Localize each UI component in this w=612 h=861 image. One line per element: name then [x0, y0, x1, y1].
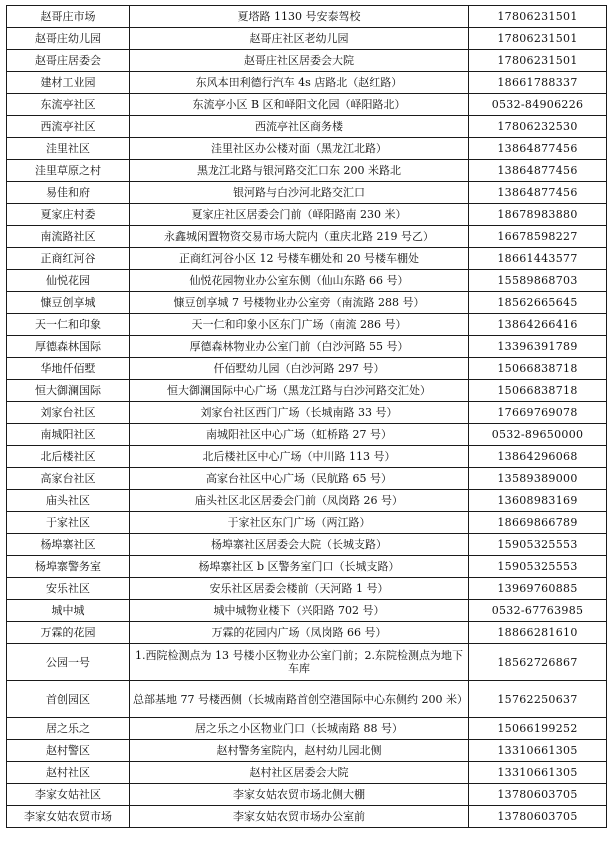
site-phone-cell: 17806231501: [469, 28, 607, 50]
site-phone-cell: 15066199252: [469, 718, 607, 740]
table-row: [7, 50, 607, 72]
site-name-cell: 易佳和府: [7, 182, 130, 204]
site-phone-cell: 17806231501: [469, 50, 607, 72]
site-address-cell: 厚德森林物业办公室门前（白沙河路 55 号）: [130, 336, 469, 358]
table-row: [7, 292, 607, 314]
site-address-cell: 居之乐之小区物业门口（长城南路 88 号）: [130, 718, 469, 740]
site-phone-cell: 18562726867: [469, 644, 607, 681]
site-phone-cell: 13396391789: [469, 336, 607, 358]
site-phone-cell: 15066838718: [469, 380, 607, 402]
table-row: [7, 556, 607, 578]
site-phone-cell: 18661443577: [469, 248, 607, 270]
testing-sites-table: [6, 5, 607, 828]
site-phone-cell: 18562665645: [469, 292, 607, 314]
table-row: [7, 358, 607, 380]
table-row: [7, 6, 607, 28]
table-row: [7, 402, 607, 424]
table-row: [7, 681, 607, 718]
site-name-cell: 仙悦花园: [7, 270, 130, 292]
site-name-cell: 刘家台社区: [7, 402, 130, 424]
site-address-cell: 1.西院检测点为 13 号楼小区物业办公室门前；2.东院检测点为地下车库: [130, 644, 469, 681]
site-phone-cell: 17806232530: [469, 116, 607, 138]
site-phone-cell: 18866281610: [469, 622, 607, 644]
table-row: [7, 182, 607, 204]
site-phone-cell: 15589868703: [469, 270, 607, 292]
table-row: [7, 534, 607, 556]
site-name-cell: 于家社区: [7, 512, 130, 534]
site-address-cell: 仙悦花园物业办公室东侧（仙山东路 66 号）: [130, 270, 469, 292]
site-address-cell: 赵哥庄社区老幼儿园: [130, 28, 469, 50]
site-phone-cell: 13864877456: [469, 138, 607, 160]
site-name-cell: 高家台社区: [7, 468, 130, 490]
site-address-cell: 恒大御澜国际中心广场（黑龙江路与白沙河路交汇处）: [130, 380, 469, 402]
site-name-cell: 南城阳社区: [7, 424, 130, 446]
site-address-cell: 永鑫城闲置物资交易市场大院内（重庆北路 219 号乙）: [130, 226, 469, 248]
site-phone-cell: 16678598227: [469, 226, 607, 248]
table-row: [7, 512, 607, 534]
site-address-cell: 慷豆创享城 7 号楼物业办公室旁（南流路 288 号）: [130, 292, 469, 314]
site-name-cell: 恒大御澜国际: [7, 380, 130, 402]
site-name-cell: 赵哥庄市场: [7, 6, 130, 28]
site-address-cell: 李家女姑农贸市场办公室前: [130, 806, 469, 828]
table-row: [7, 600, 607, 622]
site-name-cell: 公园一号: [7, 644, 130, 681]
site-address-cell: 洼里社区办公楼对面（黑龙江北路）: [130, 138, 469, 160]
site-address-cell: 于家社区东门广场（两江路）: [130, 512, 469, 534]
table-row: [7, 718, 607, 740]
table-row: [7, 116, 607, 138]
site-name-cell: 安乐社区: [7, 578, 130, 600]
site-phone-cell: 13864877456: [469, 160, 607, 182]
table-row: [7, 424, 607, 446]
site-name-cell: 李家女姑农贸市场: [7, 806, 130, 828]
site-name-cell: 城中城: [7, 600, 130, 622]
site-phone-cell: 13310661305: [469, 740, 607, 762]
site-name-cell: 华地仟佰墅: [7, 358, 130, 380]
site-address-cell: 刘家台社区西门广场（长城南路 33 号）: [130, 402, 469, 424]
site-name-cell: 夏家庄村委: [7, 204, 130, 226]
site-name-cell: 李家女姑社区: [7, 784, 130, 806]
table-row: [7, 784, 607, 806]
site-phone-cell: 17669769078: [469, 402, 607, 424]
site-phone-cell: 17806231501: [469, 6, 607, 28]
site-address-cell: 总部基地 77 号楼西侧（长城南路首创空港国际中心东侧约 200 米）: [130, 681, 469, 718]
table-row: [7, 28, 607, 50]
site-phone-cell: 13864296068: [469, 446, 607, 468]
table-row: [7, 578, 607, 600]
table-row: [7, 248, 607, 270]
site-address-cell: 夏家庄社区居委会门前（峄阳路南 230 米）: [130, 204, 469, 226]
table-body: [7, 6, 607, 828]
site-address-cell: 黑龙江北路与银河路交汇口东 200 米路北: [130, 160, 469, 182]
site-phone-cell: 0532-67763985: [469, 600, 607, 622]
table-row: [7, 336, 607, 358]
site-name-cell: 杨埠寨社区: [7, 534, 130, 556]
site-phone-cell: 13780603705: [469, 806, 607, 828]
site-phone-cell: 13864266416: [469, 314, 607, 336]
table-row: [7, 226, 607, 248]
site-name-cell: 洼里社区: [7, 138, 130, 160]
site-name-cell: 天一仁和印象: [7, 314, 130, 336]
site-name-cell: 赵哥庄居委会: [7, 50, 130, 72]
site-name-cell: 万霖的花园: [7, 622, 130, 644]
site-address-cell: 东风本田利德行汽车 4s 店路北（赵红路）: [130, 72, 469, 94]
table-row: [7, 762, 607, 784]
table-row: [7, 446, 607, 468]
site-phone-cell: 0532-84906226: [469, 94, 607, 116]
table-row: [7, 160, 607, 182]
table-row: [7, 740, 607, 762]
site-address-cell: 李家女姑农贸市场北侧大棚: [130, 784, 469, 806]
site-name-cell: 南流路社区: [7, 226, 130, 248]
site-address-cell: 正商红河谷小区 12 号楼车棚处和 20 号楼车棚处: [130, 248, 469, 270]
site-phone-cell: 15905325553: [469, 534, 607, 556]
site-phone-cell: 0532-89650000: [469, 424, 607, 446]
site-phone-cell: 15905325553: [469, 556, 607, 578]
site-name-cell: 居之乐之: [7, 718, 130, 740]
site-address-cell: 天一仁和印象小区东门广场（南流 286 号）: [130, 314, 469, 336]
site-phone-cell: 13608983169: [469, 490, 607, 512]
site-address-cell: 万霖的花园内广场（凤岗路 66 号）: [130, 622, 469, 644]
site-address-cell: 北后楼社区中心广场（中川路 113 号）: [130, 446, 469, 468]
site-name-cell: 庙头社区: [7, 490, 130, 512]
table-row: [7, 622, 607, 644]
site-phone-cell: 13589389000: [469, 468, 607, 490]
site-address-cell: 东流亭小区 B 区和峄阳文化园（峄阳路北）: [130, 94, 469, 116]
site-address-cell: 赵哥庄社区居委会大院: [130, 50, 469, 72]
site-phone-cell: 13780603705: [469, 784, 607, 806]
site-name-cell: 东流亭社区: [7, 94, 130, 116]
table-row: [7, 806, 607, 828]
site-phone-cell: 15762250637: [469, 681, 607, 718]
site-address-cell: 夏塔路 1130 号安泰驾校: [130, 6, 469, 28]
site-address-cell: 城中城物业楼下（兴阳路 702 号）: [130, 600, 469, 622]
site-phone-cell: 15066838718: [469, 358, 607, 380]
site-address-cell: 仟佰墅幼儿园（白沙河路 297 号）: [130, 358, 469, 380]
site-address-cell: 南城阳社区中心广场（虹桥路 27 号）: [130, 424, 469, 446]
site-name-cell: 赵村警区: [7, 740, 130, 762]
table-row: [7, 72, 607, 94]
table-row: [7, 204, 607, 226]
table-row: [7, 490, 607, 512]
site-address-cell: 赵村社区居委会大院: [130, 762, 469, 784]
site-address-cell: 西流亭社区商务楼: [130, 116, 469, 138]
site-address-cell: 赵村警务室院内，赵村幼儿园北侧: [130, 740, 469, 762]
site-phone-cell: 18661788337: [469, 72, 607, 94]
site-name-cell: 北后楼社区: [7, 446, 130, 468]
site-address-cell: 庙头社区北区居委会门前（凤岗路 26 号）: [130, 490, 469, 512]
site-phone-cell: 13864877456: [469, 182, 607, 204]
site-phone-cell: 18669866789: [469, 512, 607, 534]
site-phone-cell: 13969760885: [469, 578, 607, 600]
site-name-cell: 洼里草原之村: [7, 160, 130, 182]
site-phone-cell: 18678983880: [469, 204, 607, 226]
site-address-cell: 高家台社区中心广场（民航路 65 号）: [130, 468, 469, 490]
table-row: [7, 94, 607, 116]
site-name-cell: 赵哥庄幼儿园: [7, 28, 130, 50]
site-name-cell: 厚德森林国际: [7, 336, 130, 358]
table-row: [7, 468, 607, 490]
site-name-cell: 正商红河谷: [7, 248, 130, 270]
site-name-cell: 杨埠寨警务室: [7, 556, 130, 578]
site-name-cell: 西流亭社区: [7, 116, 130, 138]
site-name-cell: 赵村社区: [7, 762, 130, 784]
site-address-cell: 杨埠寨社区居委会大院（长城支路）: [130, 534, 469, 556]
table-row: [7, 380, 607, 402]
site-address-cell: 安乐社区居委会楼前（天河路 1 号）: [130, 578, 469, 600]
site-name-cell: 首创园区: [7, 681, 130, 718]
site-address-cell: 银河路与白沙河北路交汇口: [130, 182, 469, 204]
table-row: [7, 644, 607, 681]
site-address-cell: 杨埠寨社区 b 区警务室门口（长城支路）: [130, 556, 469, 578]
table-row: [7, 138, 607, 160]
table-row: [7, 314, 607, 336]
table-row: [7, 270, 607, 292]
site-phone-cell: 13310661305: [469, 762, 607, 784]
site-name-cell: 建材工业园: [7, 72, 130, 94]
site-name-cell: 慷豆创享城: [7, 292, 130, 314]
